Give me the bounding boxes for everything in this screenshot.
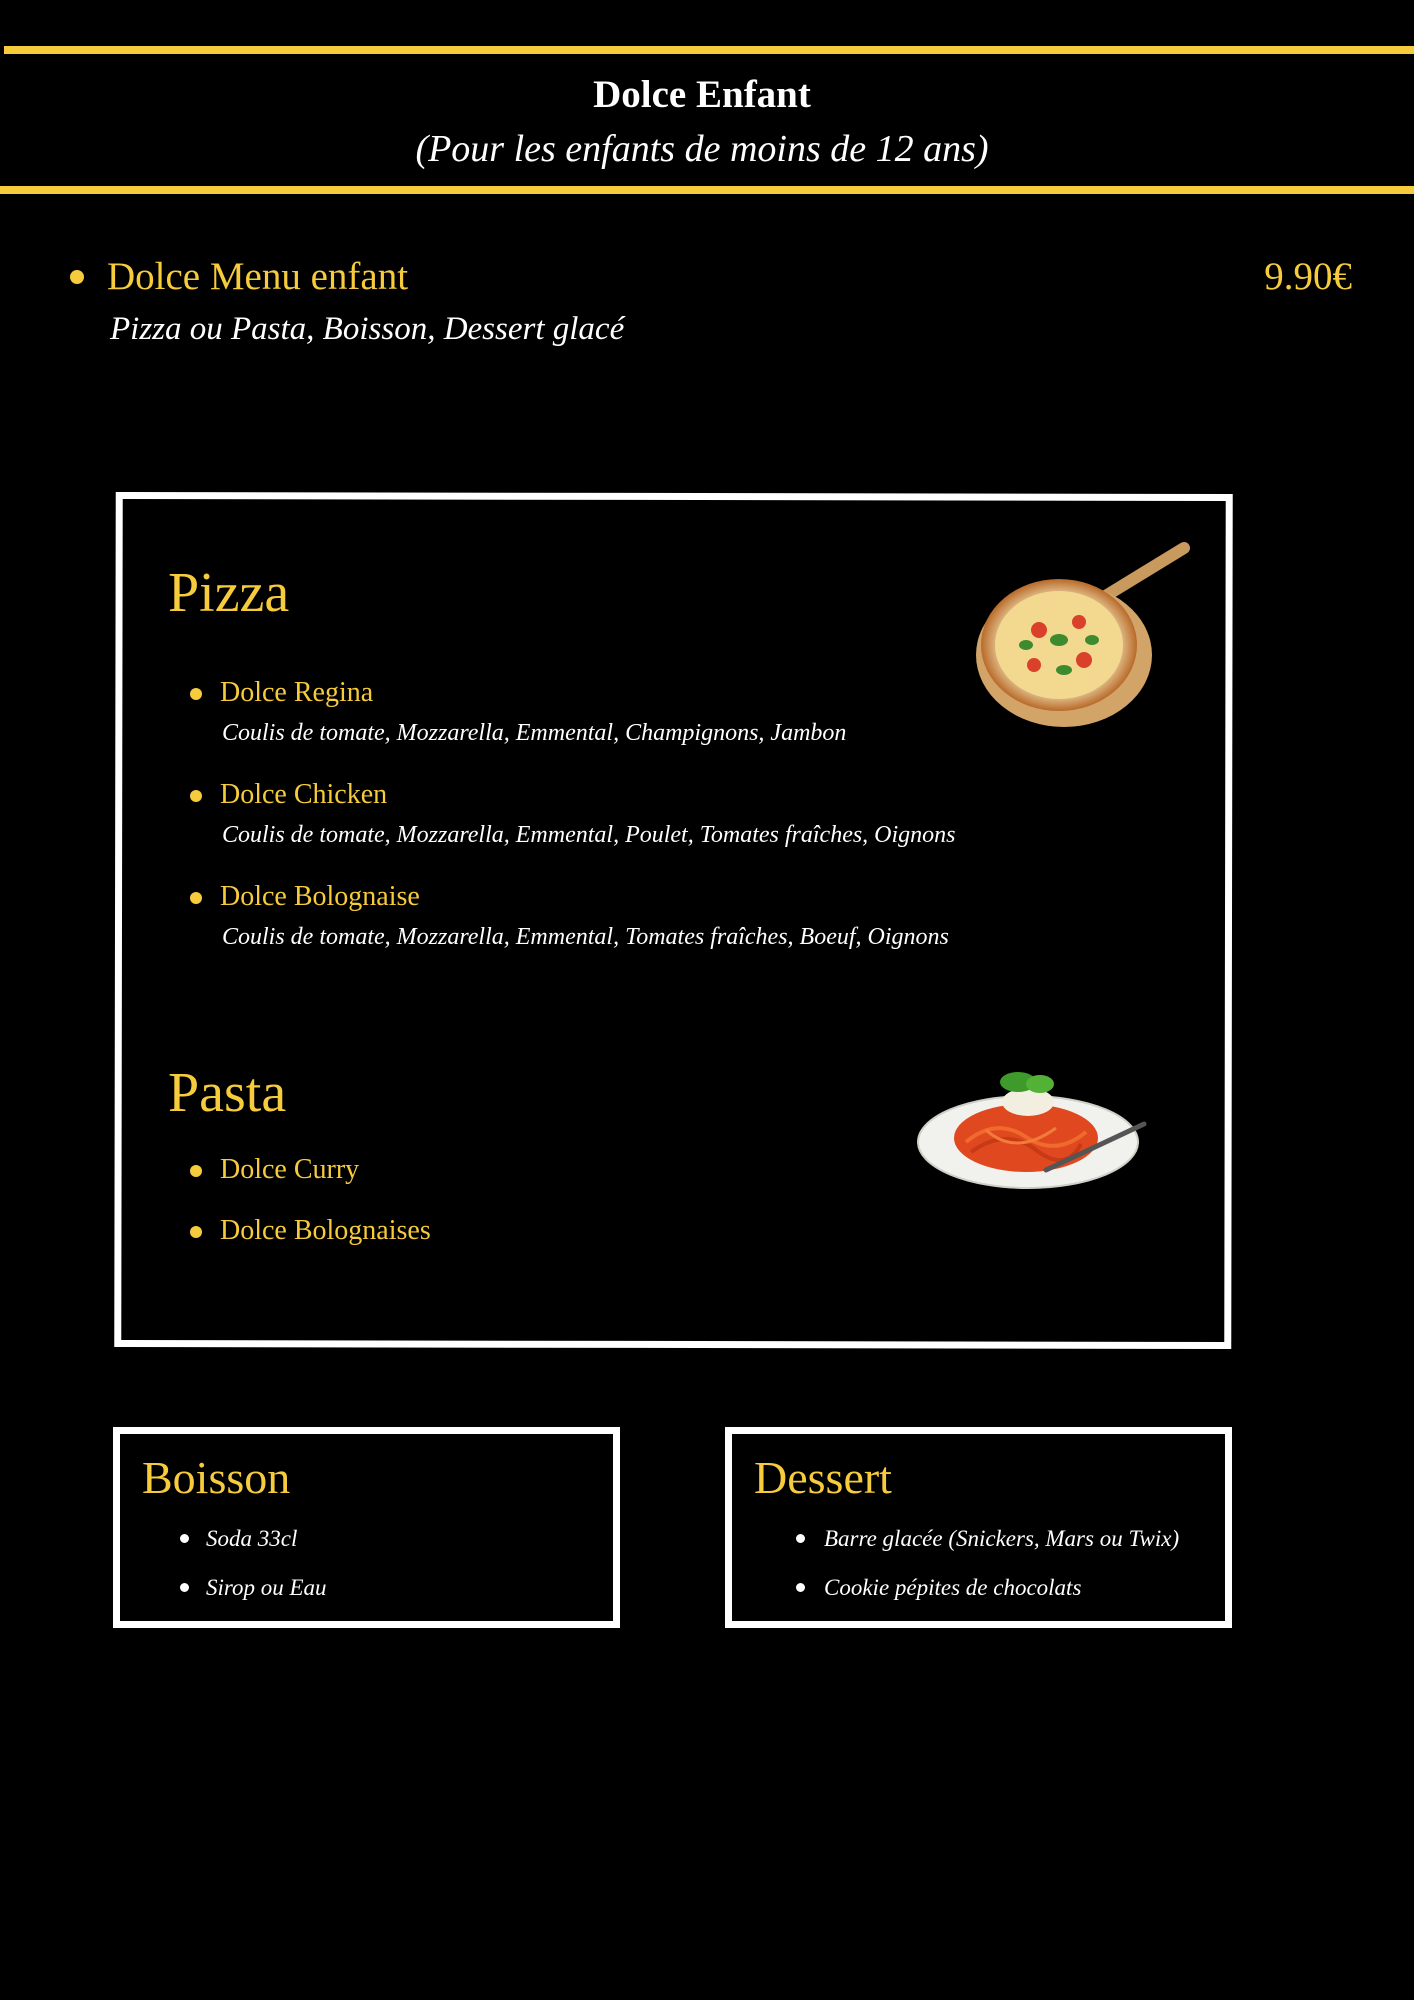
- boisson-item: Sirop ou Eau: [206, 1575, 327, 1600]
- boisson-item-bullet-icon: [180, 1583, 189, 1592]
- pizza-item-desc: Coulis de tomate, Mozzarella, Emmental, Poulet, Tomates fraîches, Oignons: [222, 822, 956, 848]
- menu-price: 9.90€: [1264, 255, 1352, 298]
- pizza-item-bullet-icon: [190, 892, 202, 904]
- pizza-on-board-image: [964, 540, 1194, 730]
- pasta-item-name: Dolce Curry: [220, 1154, 360, 1185]
- menu-name: Dolce Menu enfant: [107, 255, 409, 298]
- pasta-item-name: Dolce Bolognaises: [220, 1215, 431, 1246]
- dessert-item: Barre glacée (Snickers, Mars ou Twix): [824, 1526, 1180, 1551]
- pasta-item-bullet-icon: [190, 1165, 202, 1177]
- spaghetti-plate-image: [916, 1062, 1148, 1194]
- boisson-heading: Boisson: [142, 1452, 291, 1503]
- pasta-item-bullet-icon: [190, 1226, 202, 1238]
- pizza-heading: Pizza: [168, 562, 290, 624]
- pizza-item-bullet-icon: [190, 688, 202, 700]
- menu-bullet-icon: [70, 270, 84, 284]
- pizza-item-name: Dolce Chicken: [220, 779, 388, 810]
- pizza-item-bullet-icon: [190, 790, 202, 802]
- pizza-item-name: Dolce Bolognaise: [220, 881, 420, 912]
- header-top-rule: [4, 46, 1414, 54]
- dessert-item-bullet-icon: [796, 1534, 805, 1543]
- page-title: Dolce Enfant: [593, 73, 811, 116]
- pizza-item-desc: Coulis de tomate, Mozzarella, Emmental, Tomates fraîches, Boeuf, Oignons: [222, 924, 949, 950]
- dessert-heading: Dessert: [754, 1452, 892, 1503]
- pizza-item-name: Dolce Regina: [220, 677, 374, 708]
- boisson-item-bullet-icon: [180, 1534, 189, 1543]
- menu-description: Pizza ou Pasta, Boisson, Dessert glacé: [110, 311, 625, 347]
- pizza-item-desc: Coulis de tomate, Mozzarella, Emmental, Champignons, Jambon: [222, 720, 847, 746]
- boisson-item: Soda 33cl: [206, 1526, 298, 1551]
- dessert-item-bullet-icon: [796, 1583, 805, 1592]
- pasta-heading: Pasta: [168, 1062, 287, 1124]
- header-bottom-rule: [0, 186, 1414, 194]
- page-subtitle: (Pour les enfants de moins de 12 ans): [415, 128, 989, 170]
- dessert-item: Cookie pépites de chocolats: [824, 1575, 1082, 1600]
